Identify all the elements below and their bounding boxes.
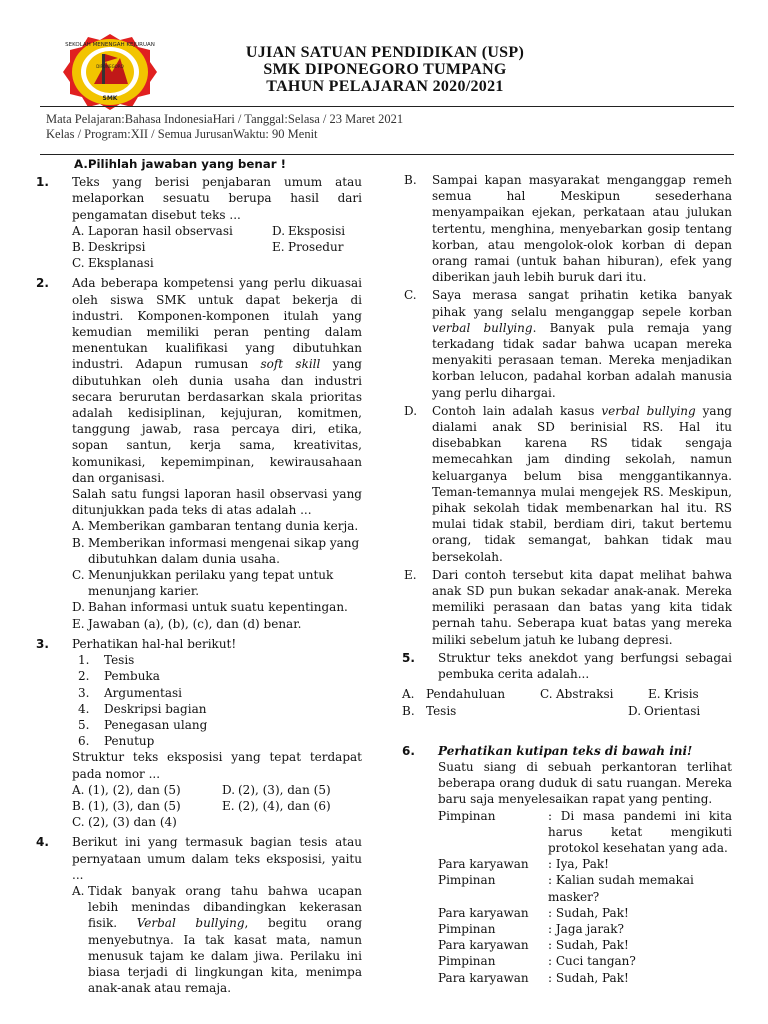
option-c[interactable]: C. Menunjukkan perilaku yang tepat untuk menunjang karier. (72, 568, 334, 599)
list-item: 2. Pembuka (78, 669, 160, 684)
option-b[interactable]: B. Memberikan informasi mengenai sikap yang dibutuhkan dalam dunia usaha. (72, 535, 360, 566)
question-text: Struktur teks anekdot yang berfungsi sebagai pembuka cerita adalah... (438, 650, 732, 682)
question-5 (402, 650, 732, 682)
dialog-line: Para karyawan : Sudah, Pak! (438, 970, 629, 985)
question-number: 2. (36, 276, 49, 291)
option-e[interactable]: E. (2), (4), dan (6) (222, 798, 331, 813)
option-e[interactable]: E. Krisis (648, 687, 699, 702)
question-4-option-e[interactable]: E. Dari contoh tersebut kita dapat melihat bahwa anak SD pun bukan sekadar anak-anak. Mereka memiliki perasaan dan batas yang kita tidak pernah tahu. Seberapa kuat batas yang mereka miliki sebelum jatuh ke lubang depresi. (404, 567, 732, 647)
header-divider (40, 106, 734, 107)
question-text: Berikut ini yang termasuk bagian tesis atau pernyataan umum dalam teks eksposisi, yaitu ... (72, 835, 362, 882)
option-a[interactable]: A. Laporan hasil observasi (72, 223, 233, 238)
option-d[interactable]: D. Orientasi (628, 703, 701, 718)
list-item: 5. Penegasan ulang (78, 717, 208, 732)
question-1 (36, 174, 362, 271)
exam-title (160, 44, 610, 95)
dialog-line: Pimpinan : Jaga jarak? (438, 921, 624, 936)
option-a[interactable]: A. (1), (2), dan (5) (72, 782, 181, 797)
question-6 (402, 743, 732, 986)
numbered-list (72, 652, 362, 749)
title-line-2: SMK DIPONEGORO TUMPANG (263, 61, 507, 78)
question-number: 1. (36, 175, 49, 190)
question-passage: Suatu siang di sebuah perkantoran terlihat beberapa orang duduk di satu ruangan. Mereka baru saja menyelesaikan rapat yang penting. (438, 759, 732, 807)
option-c[interactable]: C. Abstraksi (540, 687, 614, 702)
question-2 (36, 275, 362, 631)
question-4-option-b[interactable]: B. Sampai kapan masyarakat menganggap remeh semua hal Meskipun sesederhana menyampaikan ejekan, perkataan atau julukan tertentu, menghina, menyebarkan gosip tentang korban, atau mengolok-olok korban di depan orang ramai (untuk bahan hiburan), efek yang diberikan jauh lebih buruk dari itu. (404, 173, 732, 285)
option-c[interactable]: C. (2), (3) dan (4) (72, 815, 177, 830)
question-number: 3. (36, 636, 49, 651)
question-4-option-d[interactable]: D. Contoh lain adalah kasus verbal bullying yang dialami anak SD berinisial RS. Hal itu disebabkan karena RS tidak sengaja memecahkan jam dinding sekolah, namun keluarganya belum bisa menggantikannya. Teman-temannya mulai mengejek RS. Meskipun, pihak sekolah tidak membenarkan hal itu. RS mulai tidak stabil, berdiam diri, takut bertemu orang, tidak semangat, bahkan tidak mau bersekolah. (404, 403, 732, 564)
title-line-3: TAHUN PELAJARAN 2020/2021 (266, 78, 504, 95)
exam-header (0, 0, 768, 112)
question-prompt: Struktur teks eksposisi yang tepat terdapat pada nomor ... (72, 750, 362, 781)
option-a[interactable]: A. Memberikan gambaran tentang dunia kerja. (72, 519, 359, 534)
dialog-line: Pimpinan : Kalian sudah memakai masker? (438, 873, 694, 904)
school-logo (62, 32, 158, 112)
list-item: 4. Deskripsi bagian (78, 701, 207, 716)
dialog-line: Para karyawan : Iya, Pak! (438, 857, 609, 872)
answer-options (72, 223, 362, 272)
logo-ring-text: SEKOLAH MENENGAH KEJURUAN (65, 42, 155, 48)
meta-line-1: Mata Pelajaran:Bahasa IndonesiaHari / Tanggal:Selasa / 23 Maret 2021 (46, 112, 404, 126)
option-c[interactable]: C. Eksplanasi (72, 256, 154, 271)
answer-options (402, 686, 732, 718)
logo-inner-text: DIPONEGORO (96, 64, 124, 69)
option-a[interactable]: A. Tidak banyak orang tahu bahwa ucapan lebih menindas dibandingkan kekerasan fisik. Verbal bullying, begitu orang menyebutnya. Ia tak kasat mata, namun menusuk tajam ke dalam jiwa. Perilaku ini biasa terjadi di lingkungan kita, menimpa anak-anak atau remaja. (72, 883, 362, 996)
option-e[interactable]: E. Jawaban (a), (b), (c), dan (d) benar. (72, 616, 302, 631)
list-item: 3. Argumentasi (78, 685, 182, 700)
question-text: Perhatikan hal-hal berikut! (72, 636, 237, 651)
question-3 (36, 636, 362, 830)
question-text: Teks yang berisi penjabaran umum atau melaporkan sesuatu berupa hasil dari pengamatan disebut teks ... (72, 175, 362, 222)
option-e[interactable]: E. Prosedur (272, 240, 344, 255)
option-d[interactable]: D. Eksposisi (272, 223, 346, 238)
dialog-lead: Pimpinan : Di masa pandemi ini kita harus ketat mengikuti protokol kesehatan yang ada. (438, 808, 732, 855)
question-prompt: Salah satu fungsi laporan hasil observasi yang ditunjukkan pada teks di atas adalah ... (72, 487, 362, 518)
logo-smk-text: SMK (102, 95, 118, 102)
question-number: 4. (36, 835, 49, 850)
dialog-line: Pimpinan : Cuci tangan? (438, 954, 636, 969)
answer-options (72, 782, 362, 831)
option-b[interactable]: B. Tesis (402, 703, 457, 718)
list-item: 6. Penutup (78, 734, 155, 749)
meta-line-2: Kelas / Program:XII / Semua JurusanWaktu: 90 Menit (46, 127, 318, 141)
option-a[interactable]: A. Pendahuluan (402, 687, 506, 702)
question-heading: Perhatikan kutipan teks di bawah ini! (438, 743, 693, 758)
option-d[interactable]: D. Bahan informasi untuk suatu kepentingan. (72, 600, 348, 615)
title-line-1: UJIAN SATUAN PENDIDIKAN (USP) (245, 44, 525, 61)
option-d[interactable]: D. (2), (3), dan (5) (222, 782, 331, 797)
list-item: 1. Tesis (78, 653, 135, 668)
section-heading: A.Pilihlah jawaban yang benar ! (74, 157, 286, 171)
question-number: 5. (402, 650, 415, 665)
question-4 (36, 834, 362, 996)
question-passage: Ada beberapa kompetensi yang perlu dikuasai oleh siswa SMK untuk dapat bekerja di industri. Komponen-komponen itulah yang kemudian memiliki peran penting dalam menentukan kualifikasi yang dibutuhkan industri. Adapun rumusan soft skill yang dibutuhkan oleh dunia usaha dan industri secara berurutan berdasarkan skala prioritas adalah kedisiplinan, kejujuran, komitmen, tanggung jawab, rasa percaya diri, etika, sopan santun, kerja sama, kreativitas, komunikasi, kepemimpinan, kewirausahaan dan organisasi. (72, 276, 362, 485)
left-column (36, 156, 362, 1000)
question-number: 6. (402, 743, 415, 758)
dialog-line: Para karyawan : Sudah, Pak! (438, 938, 629, 953)
meta-divider (40, 154, 734, 155)
dialog-line: Para karyawan : Sudah, Pak! (438, 905, 629, 920)
question-4-option-c[interactable]: C. Saya merasa sangat prihatin ketika banyak pihak yang selalu menganggap sepele korban verbal bullying. Banyak pula remaja yang terkadang tidak sadar bahwa ucapan mereka menyakiti perasaan teman. Mereka menjadikan korban lelucon, padahal korban adalah manusia yang perlu dihargai. (404, 288, 732, 400)
option-b[interactable]: B. (1), (3), dan (5) (72, 798, 181, 813)
right-column (402, 172, 732, 990)
option-b[interactable]: B. Deskripsi (72, 240, 146, 255)
